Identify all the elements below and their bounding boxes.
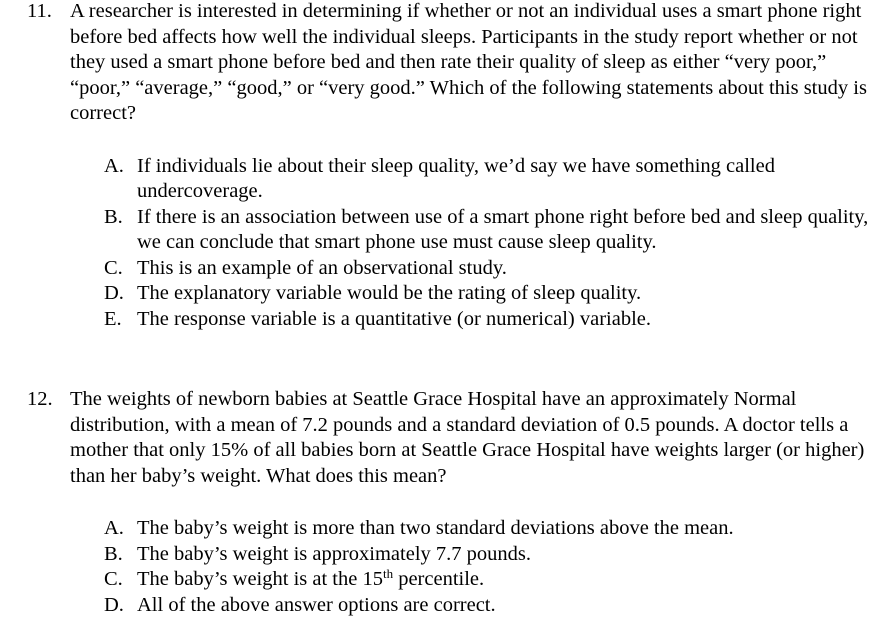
choice-e[interactable] (0, 307, 880, 333)
answer-choices (0, 154, 880, 333)
choice-text-end: percentile. (393, 568, 485, 590)
ordinal-superscript: th (382, 566, 394, 581)
choice-a[interactable] (0, 154, 880, 205)
choice-text: The response variable is a quantitative (or numerical) variable. (137, 307, 651, 330)
choice-letter: A. (104, 154, 124, 177)
answer-choices (0, 516, 880, 618)
choice-text: All of the above answer options are correct. (137, 593, 496, 616)
choice-letter: B. (104, 205, 123, 228)
question-text: The weights of newborn babies at Seattle Grace Hospital have an approximately Normal distribution, with a mean of 7.2 pounds and a standard deviation of 0.5 pounds. A doctor tells a mother that only 15% of all babies born at Seattle Grace Hospital have weights larger (or higher) than her baby’s weight. What does this mean? (70, 388, 865, 487)
choice-text: The baby’s weight is more than two standard deviations above the mean. (137, 517, 734, 539)
choice-text (137, 568, 484, 590)
choice-text: This is an example of an observational study. (137, 256, 507, 279)
choice-b[interactable] (0, 205, 880, 256)
choice-b[interactable] (0, 542, 880, 568)
choice-d[interactable] (0, 281, 880, 307)
choice-letter: D. (104, 593, 124, 616)
choice-c[interactable] (0, 567, 880, 593)
choice-letter: C. (104, 568, 123, 590)
choice-text: If there is an association between use of a smart phone right before bed and sleep quality, we can conclude that smart phone use must cause sleep quality. (137, 205, 869, 253)
question-number: 12. (27, 388, 53, 410)
choice-letter: B. (104, 542, 123, 565)
choice-text-start: The baby’s weight is at the 15 (137, 568, 383, 590)
choice-letter: A. (104, 517, 124, 539)
question-text: A researcher is interested in determining if whether or not an individual uses a smart phone right before bed affects how well the individual sleeps. Participants in the study report whether or not they used a smart phone before bed and then rate their quality of sleep as either “very poor,” “poor,” “average,” “good,” or “very good.” Which of the following statements about this study is correct? (70, 0, 867, 124)
choice-text: The baby’s weight is approximately 7.7 pounds. (137, 542, 531, 565)
choice-letter: E. (104, 307, 122, 330)
choice-c[interactable] (0, 256, 880, 282)
choice-letter: C. (104, 256, 123, 279)
choice-text: The explanatory variable would be the rating of sleep quality. (137, 282, 642, 304)
question-stem (0, 0, 880, 127)
question-number: 11. (27, 0, 52, 22)
question-stem (0, 387, 880, 489)
choice-letter: D. (104, 282, 124, 304)
choice-d[interactable] (0, 593, 880, 619)
choice-text: If individuals lie about their sleep quality, we’d say we have something called undercoverage. (137, 154, 775, 202)
question-12 (0, 387, 880, 618)
choice-a[interactable] (0, 516, 880, 542)
